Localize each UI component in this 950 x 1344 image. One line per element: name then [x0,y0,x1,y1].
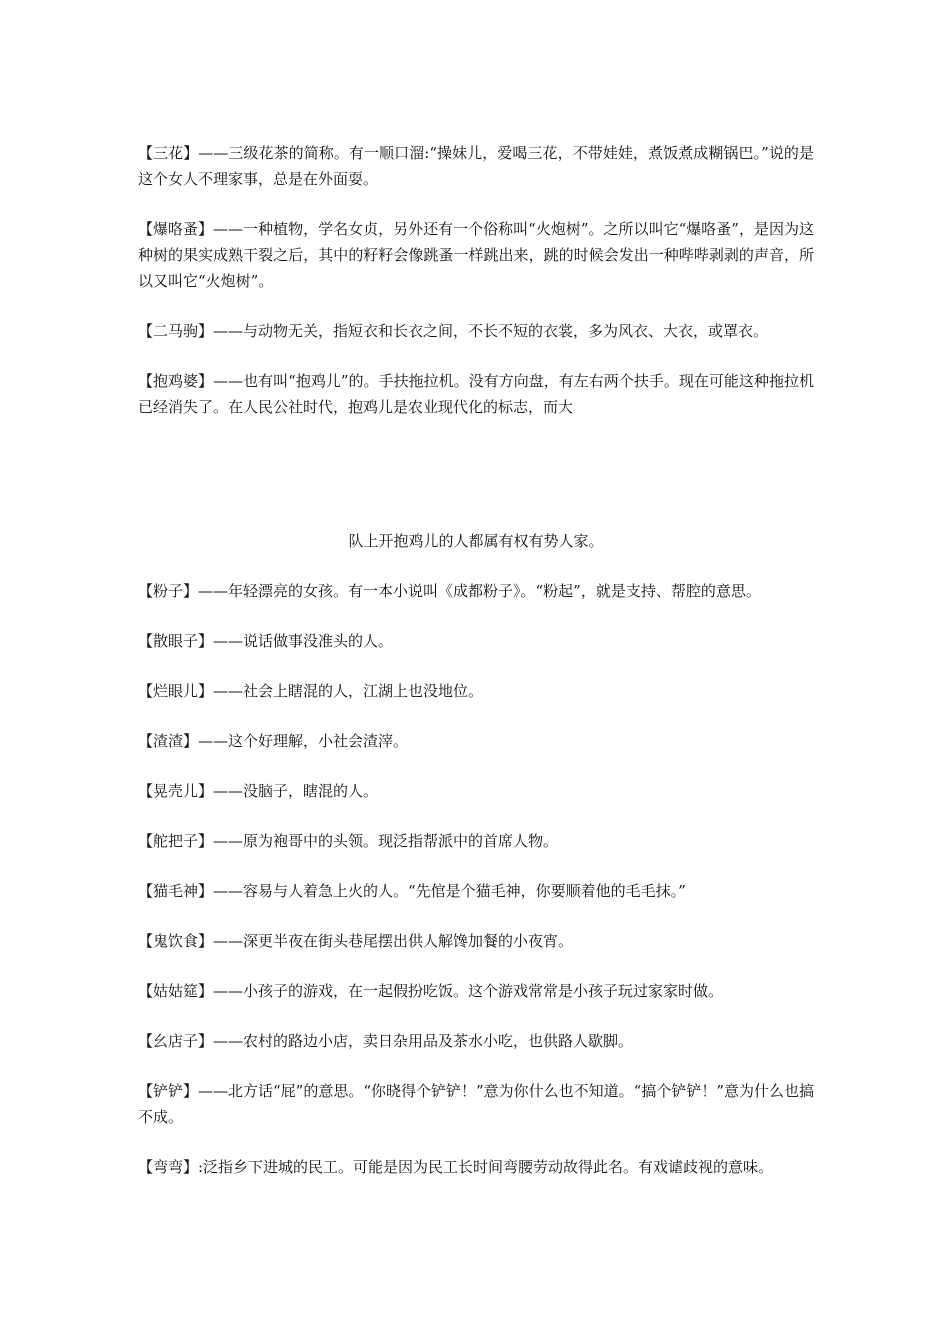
entry-chan-chan: 【铲铲】——北方话“屁”的意思。“你晓得个铲铲！”意为你什么也不知道。“搞个铲铲！”意为什么也搞不成。 [138,1082,815,1126]
entry-zha-zha: 【渣渣】——这个好理解，小社会渣滓。 [138,732,409,750]
entry-yao-dian-zi: 【幺店子】——农村的路边小店，卖日杂用品及茶水小吃，也供路人歇脚。 [138,1032,634,1050]
document-page [138,140,814,1204]
entry-gui-yin-shi: 【鬼饮食】——深更半夜在街头巷尾摆出供人解馋加餐的小夜宵。 [138,932,574,950]
page-break-gap [138,444,814,528]
continued-line: 队上开抱鸡儿的人都属有权有势人家。 [348,532,604,550]
entry-gu-gu-yan: 【姑姑筵】——小孩子的游戏，在一起假扮吃饭。这个游戏常常是小孩子玩过家家时做。 [138,982,724,1000]
entry-san-hua: 【三花】——三级花茶的简称。有一顺口溜:“操妹儿，爱喝三花，不带娃娃，煮饭煮成糊锅巴。”说的是这个女人不理家事，总是在外面耍。 [138,144,814,188]
entry-lan-yan-er: 【烂眼儿】——社会上瞎混的人，江湖上也没地位。 [138,682,484,700]
entry-er-ma-ju: 【二马驹】——与动物无关，指短衣和长衣之间，不长不短的衣裳，多为风衣、大衣，或罩衣。 [138,322,769,340]
entry-duo-ba-zi: 【舵把子】——原为袍哥中的头领。现泛指帮派中的首席人物。 [138,832,559,850]
entry-bao-ge-zao: 【爆咯蚤】——一种植物，学名女贞，另外还有一个俗称叫“火炮树”。之所以叫它“爆咯蚤”，是因为这种树的果实成熟干裂之后，其中的籽籽会像跳蚤一样跳出来，跳的时候会发出一种哔哔剥剥的声音，所以又叫它“火炮树”。 [138,220,814,290]
entry-wan-wan: 【弯弯】:泛指乡下进城的民工。可能是因为民工长时间弯腰劳动故得此名。有戏谑歧视的意味。 [138,1158,774,1176]
entry-mao-mao-shen: 【猫毛神】——容易与人着急上火的人。“先倌是个猫毛神，你要顺着他的毛毛抹。” [138,882,686,900]
entry-fen-zi: 【粉子】——年轻漂亮的女孩。有一本小说叫《成都粉子》。“粉起”，就是支持、帮腔的意思。 [138,582,761,600]
entry-san-yan-zi: 【散眼子】——说话做事没准头的人。 [138,632,394,650]
entry-huang-ke-er: 【晃壳儿】——没脑子，瞎混的人。 [138,782,379,800]
entry-bao-ji-po: 【抱鸡婆】——也有叫“抱鸡儿”的。手扶拖拉机。没有方向盘，有左右两个扶手。现在可能这种拖拉机已经消失了。在人民公社时代，抱鸡儿是农业现代化的标志，而大 [138,372,814,416]
